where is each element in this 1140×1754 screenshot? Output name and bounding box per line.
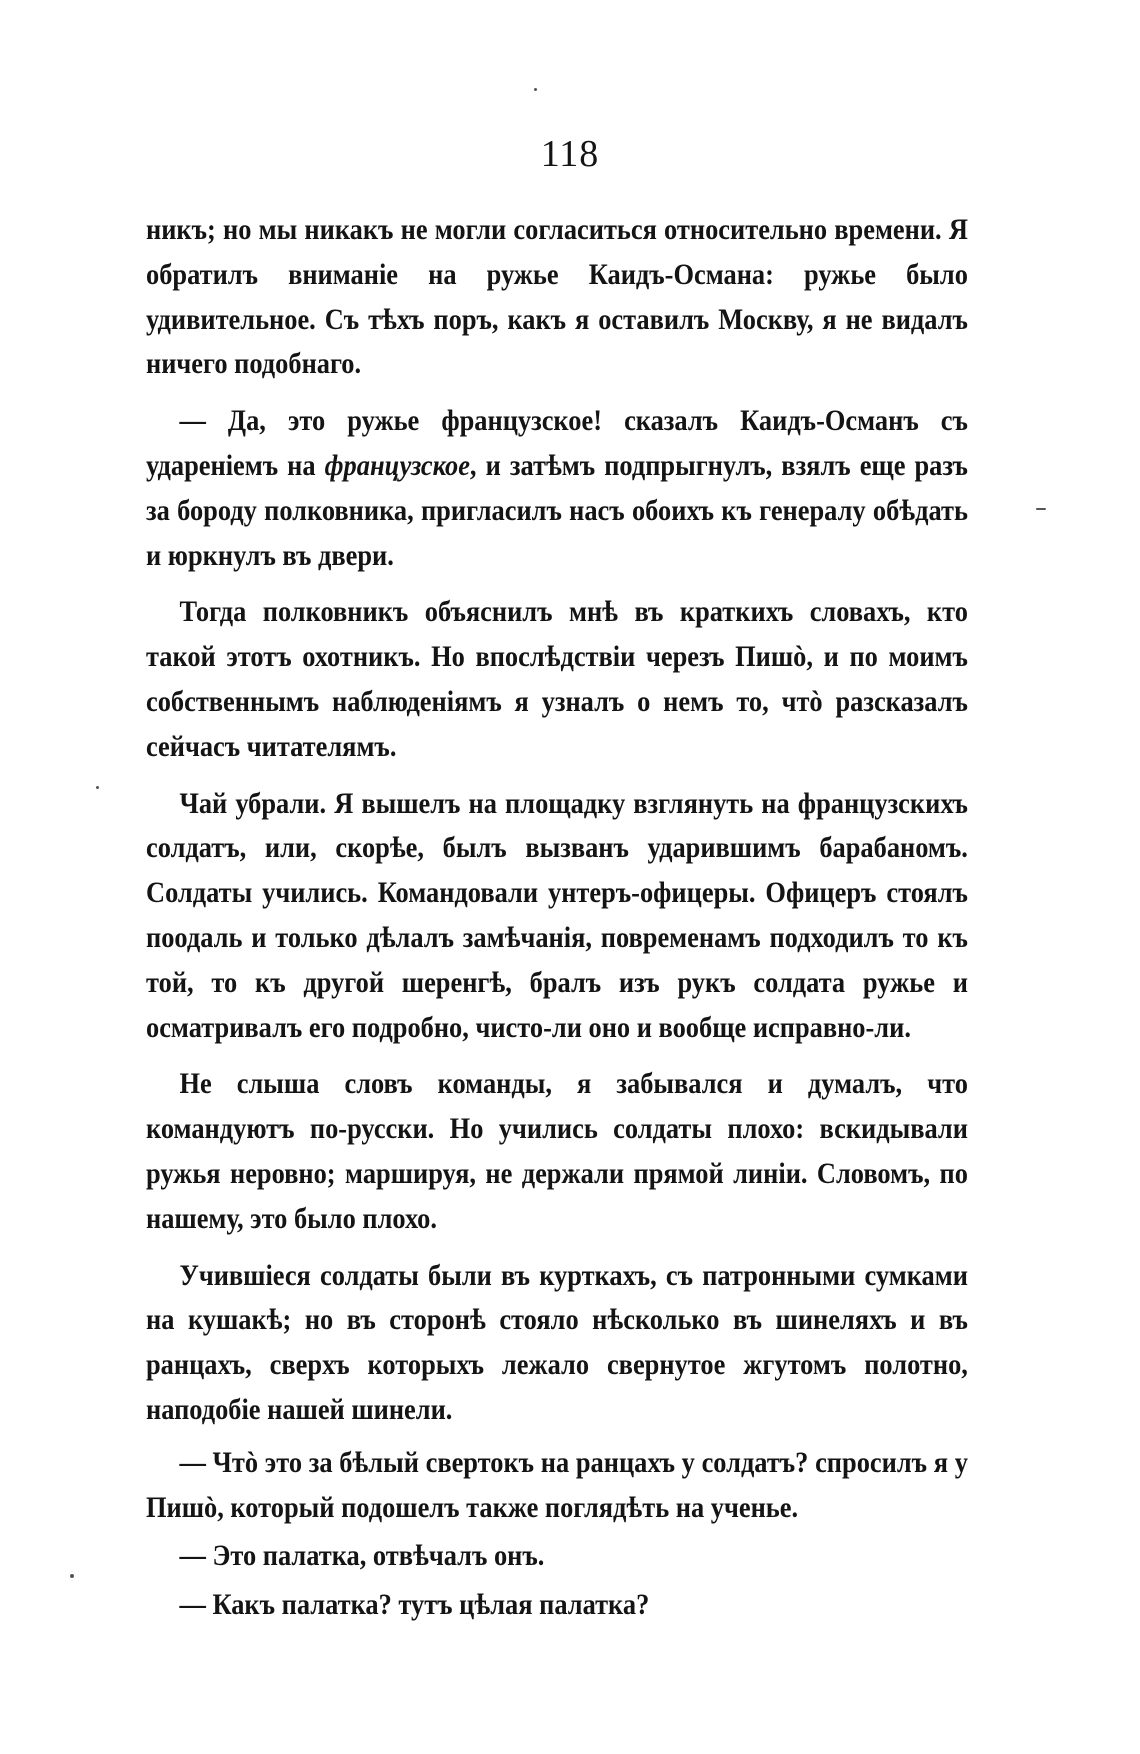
paragraph: Учившіеся солдаты были въ курткахъ, съ патронными сумками на кушакѣ; но въ сторонѣ стояло нѣсколько въ шинеляхъ и въ ранцахъ, сверхъ которыхъ лежало свернутое жгутомъ полотно, наподобіе нашей шинели.	[146, 1258, 968, 1426]
scan-speck	[96, 786, 99, 789]
paragraph: Чай убрали. Я вышелъ на площадку взглянуть на французскихъ солдатъ, или, скорѣе, былъ вызванъ ударившимъ барабаномъ. Солдаты учились. Командовали унтеръ-офицеры. Офицеръ стоялъ поодаль и только дѣлалъ замѣчанія, повременамъ подходилъ то къ той, то къ другой шеренгѣ, бралъ изъ рукъ солдата ружье и осматривалъ его подробно, чисто-ли оно и вообще исправно-ли.	[146, 786, 968, 1044]
paragraph: Не слыша словъ команды, я забывался и думалъ, что командуютъ по-русски. Но учились солдаты плохо: вскидывали ружья неровно; маршируя, не держали прямой линіи. Словомъ, по нашему, это было плохо.	[146, 1067, 968, 1235]
scan-speck	[1036, 508, 1046, 510]
page-number: 118	[540, 133, 600, 175]
paragraph	[146, 399, 968, 578]
paragraph: — Какъ палатка? тутъ цѣлая палатка?	[179, 1588, 650, 1622]
paragraph-text: , и затѣмъ подпрыгнулъ, взялъ еще разъ за бороду полковника, пригласилъ насъ обоихъ къ генералу обѣдать и юркнулъ въ двери.	[146, 448, 968, 572]
paragraph: Тогда полковникъ объяснилъ мнѣ въ краткихъ словахъ, кто такой этотъ охотникъ. Но впослѣдствіи черезъ Пишò, и по моимъ собственнымъ наблюденіямъ я узналъ о немъ то, чтò разсказалъ сейчасъ читателямъ.	[146, 595, 968, 763]
scan-speck	[70, 1574, 74, 1578]
scan-speck	[534, 88, 537, 91]
paragraph: — Это палатка, отвѣчалъ онъ.	[179, 1539, 545, 1573]
emphasized-word: французское	[324, 448, 470, 482]
paragraph: никъ; но мы никакъ не могли согласиться относительно времени. Я обратилъ вниманіе на ружье Каидъ-Османа: ружье было удивительное. Съ тѣхъ поръ, какъ я оставилъ Москву, я не видалъ ничего подобнаго.	[146, 213, 968, 381]
body-text	[146, 208, 968, 1632]
paragraph-text: — Да, это ружье французское! сказалъ Каидъ-Османъ съ удареніемъ на	[146, 404, 968, 482]
paragraph: — Чтò это за бѣлый свертокъ на ранцахъ у солдатъ? спросилъ я у Пишò, который подошелъ также поглядѣть на ученье.	[146, 1445, 968, 1524]
